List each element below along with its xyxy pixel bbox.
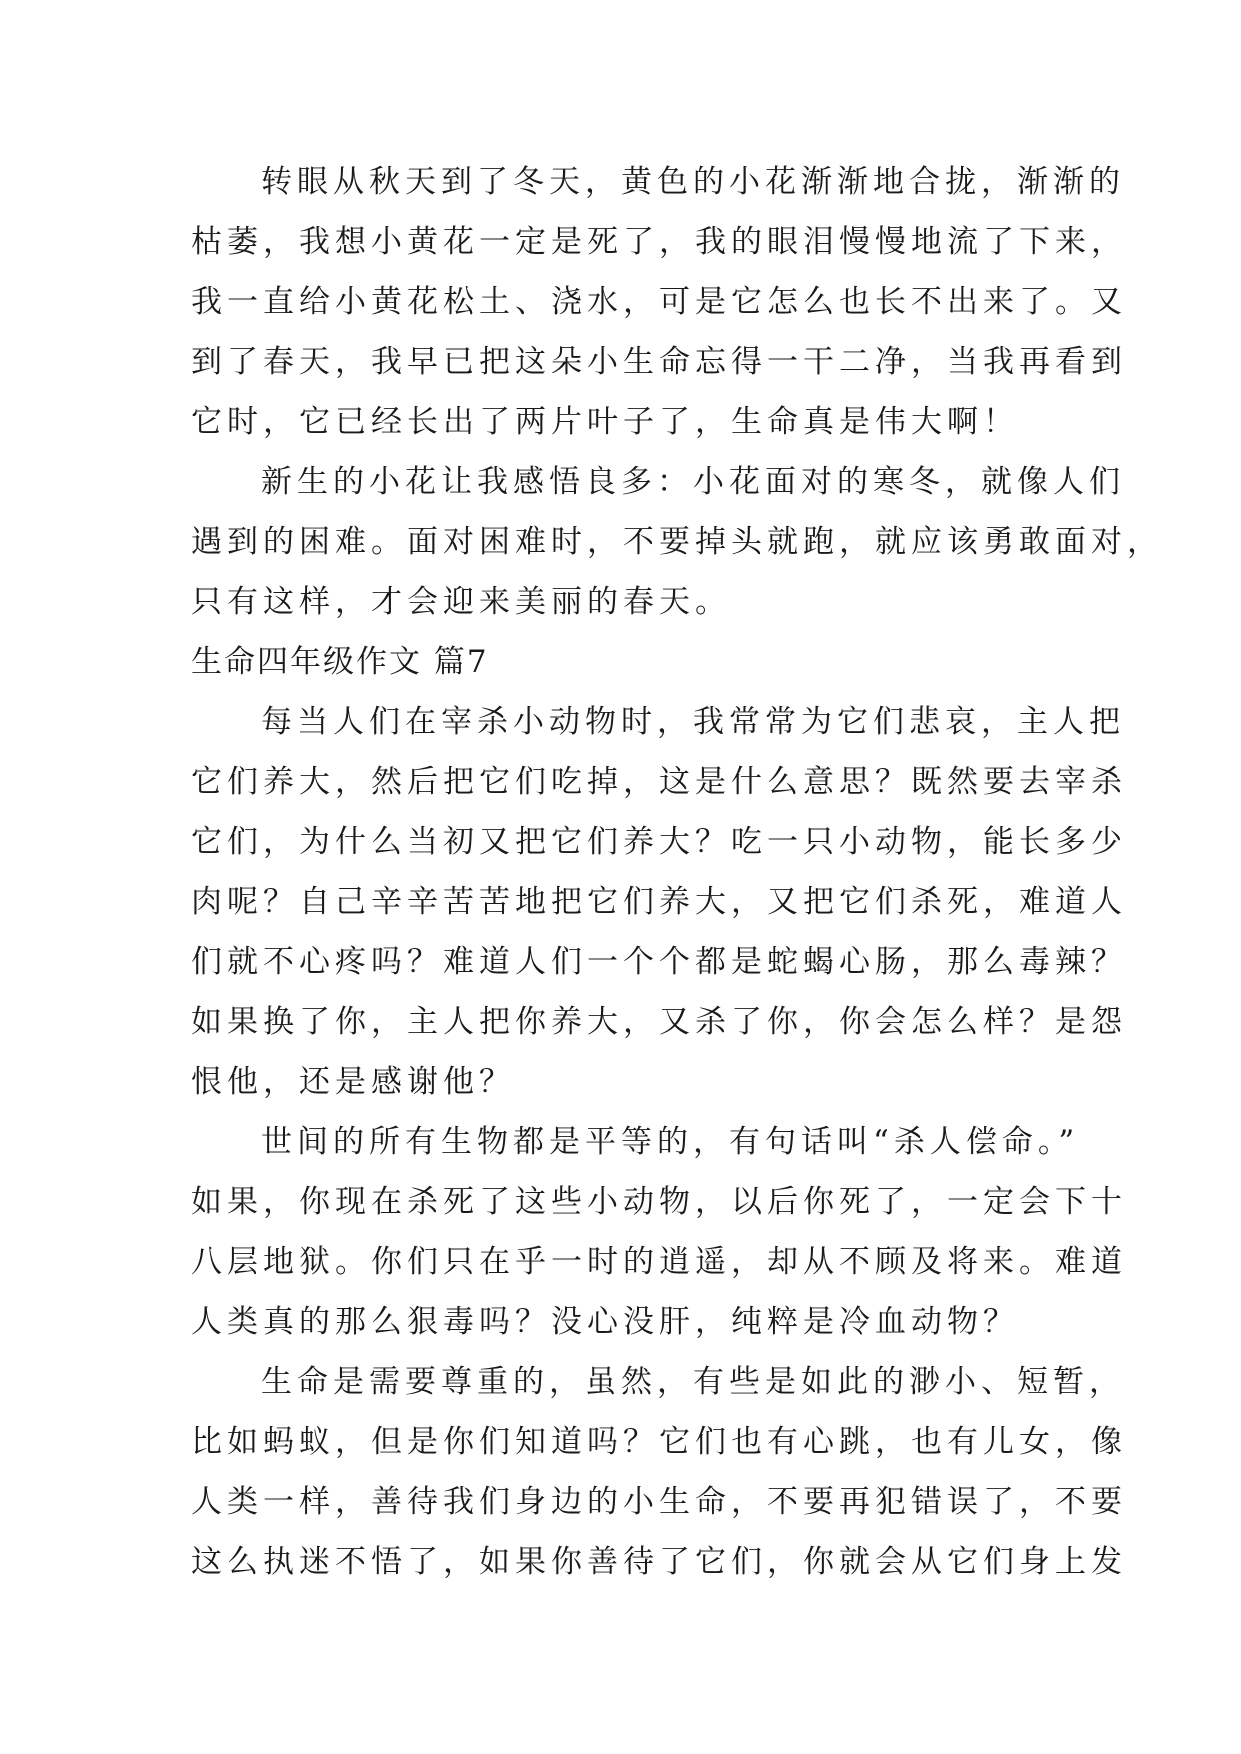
text-line: 这么执迷不悟了，如果你善待了它们，你就会从它们身上发 [191,1544,1127,1580]
text-line: 人类真的那么狠毒吗？没心没肝，纯粹是冷血动物？ [191,1304,1019,1340]
text-line: 枯萎，我想小黄花一定是死了，我的眼泪慢慢地流了下来， [191,224,1127,260]
paragraph [191,152,1127,452]
text-line: 生命是需要尊重的，虽然，有些是如此的渺小、短暂， [261,1364,1125,1400]
text-line: 人类一样，善待我们身边的小生命，不要再犯错误了，不要 [191,1484,1127,1520]
paragraph [191,1352,1127,1592]
text-line: 它们养大，然后把它们吃掉，这是什么意思？既然要去宰杀 [191,764,1127,800]
text-line: 新生的小花让我感悟良多：小花面对的寒冬，就像人们 [261,464,1125,500]
text-line: 八层地狱。你们只在乎一时的逍遥，却从不顾及将来。难道 [191,1244,1127,1280]
paragraph [191,692,1127,1112]
text-line: 遇到的困难。面对困难时，不要掉头就跑，就应该勇敢面对， [191,524,1163,560]
text-line: 我一直给小黄花松土、浇水，可是它怎么也长不出来了。又 [191,284,1127,320]
paragraph [191,452,1163,632]
paragraph [191,1112,1127,1352]
text-line: 肉呢？自己辛辛苦苦地把它们养大，又把它们杀死，难道人 [191,884,1127,920]
text-line: 世间的所有生物都是平等的，有句话叫“杀人偿命。” [261,1124,1080,1160]
text-line: 只有这样，才会迎来美丽的春天。 [191,584,731,620]
text-line: 恨他，还是感谢他？ [191,1064,515,1100]
text-line: 它们，为什么当初又把它们养大？吃一只小动物，能长多少 [191,824,1127,860]
text-line: 转眼从秋天到了冬天，黄色的小花渐渐地合拢，渐渐的 [261,164,1125,200]
section-heading: 生命四年级作文 篇7 [191,644,489,680]
text-line: 如果，你现在杀死了这些小动物，以后你死了，一定会下十 [191,1184,1127,1220]
document-body [191,152,1163,1592]
text-line: 如果换了你，主人把你养大，又杀了你，你会怎么样？是怨 [191,1004,1127,1040]
text-line: 它时，它已经长出了两片叶子了，生命真是伟大啊！ [191,404,1019,440]
text-line: 每当人们在宰杀小动物时，我常常为它们悲哀，主人把 [261,704,1125,740]
text-line: 到了春天，我早已把这朵小生命忘得一干二净，当我再看到 [191,344,1127,380]
text-line: 比如蚂蚁，但是你们知道吗？它们也有心跳，也有儿女，像 [191,1424,1127,1460]
text-line: 们就不心疼吗？难道人们一个个都是蛇蝎心肠，那么毒辣？ [191,944,1127,980]
